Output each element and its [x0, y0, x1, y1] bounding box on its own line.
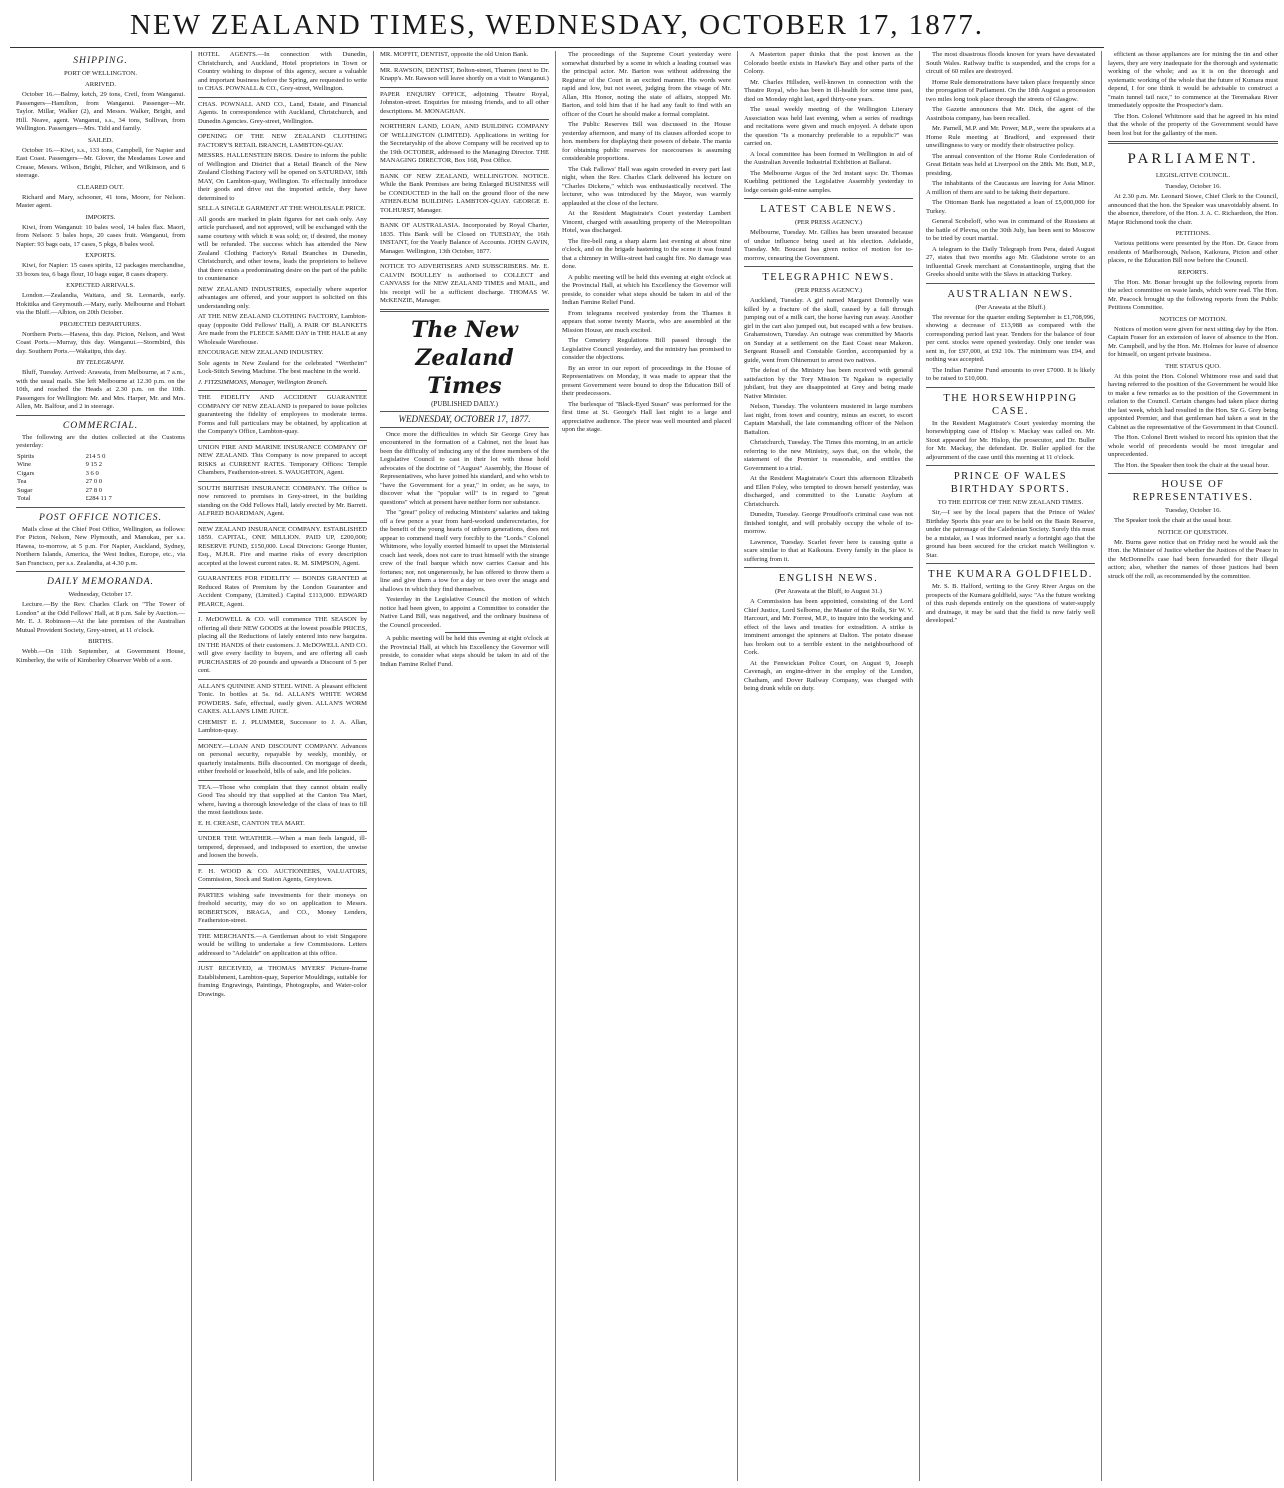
news-paragraph: Nelson, Tuesday. The volunteers mustered in large numbers last night, from town and country, minus an escort, to escort Captain Marshall, the late commanding officer of the Nelson Battalion. [744, 403, 913, 436]
news-paragraph: A public meeting will be held this evening at eight o'clock at the Provincial Hall, at which his Excellency the Governor will preside, to consider what steps should be taken in aid of the Indian Famine Relief Fund. [562, 273, 731, 306]
news-paragraph: A Masterton paper thinks that the post known as the Colorado beetle exists in Hawke's Bay and other parts of the Colony. [744, 51, 913, 75]
divider [926, 387, 1095, 388]
telegraphic-text: Auckland, Tuesday. A girl named Margaret Donnelly was killed by a fracture of the skull, caused by a fall through jumping out of a milk cart, the horse having run away. Another girl in the cart also jumped out, but escaped with a few bruises. Grahamstown, Tuesday. An outrage was committed by Maoris on Sunday at a settlement on the East Coast near Makeon. Sergeant Russell and Constable Gordon, accompanied by a guide, went from Ohinemuri to arrest two natives. [744, 297, 913, 364]
imports-text: Kiwi, from Wanganui: 10 bales wool, 14 bales flax. Maori, from Nelson: 5 bales hops, 20 cases fruit. Wanganui, from Napier: 93 bags oats, 17 cases, 5 pkgs, 8 bales wool. [16, 223, 185, 248]
divider [16, 571, 185, 572]
sailed-text: October 16.—Kiwi, s.s., 133 tons, Campbell, for Napier and East Coast. Passengers—Mr. Glover, the Mesdames Lowe and Crease, Messrs. Wilson, Bright, Pilcher, and Wilkinson, and 6 steerage. [16, 146, 185, 179]
table-row [16, 478, 185, 487]
advertisement: CHAS. POWNALL AND CO., Land, Estate, and Financial Agents. In correspondence with Auckland, Christchurch, and Dunedin Agencies. Grey-street, Wellington. [198, 100, 367, 125]
nameplate-subtitle: (PUBLISHED DAILY.) [431, 399, 498, 408]
kumara-text: Mr. S. B. Halford, writing to the Grey River Argus on the prospects of the Kumara goldfield, says: "As the future working of this rush depends entirely on the questions of water-supply and drainage, it may be said that the field is now fairly well developed." [926, 583, 1095, 624]
news-paragraph: Christchurch, Tuesday. The Times this morning, in an article referring to the new Ministry, says that, on the whole, the statement of the Premier is reasonable, and entitles the Government to a trial. [744, 439, 913, 472]
reports-heading: REPORTS. [1177, 268, 1209, 276]
advertisement: CHEMIST E. J. PLUMMER, Successor to J. A. Allan, Lambton-quay. [198, 718, 367, 734]
duty-item: Wine [17, 461, 32, 468]
news-paragraph: The Gazette announces that Mr. Dick, the agent of the Assiniboia company, has been recalled. [926, 106, 1095, 122]
divider [198, 481, 367, 482]
editorial-dateline: WEDNESDAY, OCTOBER 17, 1877. [398, 414, 531, 424]
divider [198, 961, 367, 962]
parliament-heading: PARLIAMENT. [1127, 151, 1259, 167]
advertisement: SOUTH BRITISH INSURANCE COMPANY. The Office is now removed to premises in Grey-street, in the building standing on the Odd Fellows Hall, lately erected by Mr. Barrett. ALFRED BOARDMAN, Agent. [198, 484, 367, 517]
arrived-heading: ARRIVED. [85, 81, 116, 88]
duty-item: Total [17, 495, 31, 502]
duty-amount: 27 0 0 [85, 478, 103, 485]
news-paragraph: The Melbourne Argus of the 3rd instant says: Dr. Thomas Kuehling petitioned the Legislative Assembly yesterday to lodge certain gold-mine samples. [744, 169, 913, 194]
advertisement: JUST RECEIVED, at THOMAS MYERS' Picture-frame Establishment, Lambton-quay, Superior Mouldings, suitable for framing Engravings, Paintings, Photographs, and Water-color Drawings. [198, 965, 367, 998]
advertisement: AT THE NEW ZEALAND CLOTHING FACTORY, Lambton-quay (opposite Odd Fellows' Hall), A PAIR OF BLANKETS Are made from the FLEECE SAME DAY in THE HALE at any Wholesale Warehouse. [198, 313, 367, 346]
divider [380, 411, 549, 412]
house-of-representatives-heading: HOUSE OF REPRESENTATIVES. [1132, 479, 1254, 503]
column-6 [920, 51, 1102, 1481]
news-paragraph: Mr. Parnell, M.P. and Mr. Power, M.P., were the speakers at a Home Rule meeting at Bradford, and expressed their unwillingness to vary or modify their obstructive policy. [926, 125, 1095, 149]
advertisement: NEW ZEALAND INDUSTRIES, especially where superior advantages are offered, and your support is solicited on this understanding only. [198, 285, 367, 310]
column-1 [10, 51, 192, 1481]
divider [380, 87, 549, 88]
duties-table [16, 453, 185, 504]
news-paragraph: At the Fenwickian Police Court, on August 9, Joseph Cavenagh, an engine-driver in the employ of the London, Chatham, and Dover Railway Company, was charged with being drunk while on duty. [744, 659, 913, 692]
legislative-council-text: At 2.30 p.m. Mr. Leonard Stowe, Chief Clerk to the Council, announced that the hon. the Speaker was unavoidably absent. In the absence, therefore, of the Hon. J. A. C. Richardson, the Hon. Major Richmond took the chair. [1108, 193, 1278, 226]
exports-heading: EXPORTS. [85, 252, 116, 259]
commercial-text: The following are the duties collected at the Customs yesterday: [16, 433, 185, 449]
advertisement: MR. RAWSON, DENTIST, Bolton-street, Thames (next to Dr. Knapp's. Mr. Rawson will leave shortly on a visit to Wanganui.) [380, 66, 549, 82]
advertisement: BANK OF NEW ZEALAND, WELLINGTON. NOTICE. While the Bank Premises are being Enlarged BUSINESS will be CONDUCTED in the hall on the ground floor of the new ATHENÆUM BUILDING LAMBTON-QUAY. GEORGE E. TOLHURST, Manager. [380, 172, 549, 214]
news-paragraph: At the Resident Magistrate's Court this afternoon Elizabeth and Ellen Foley, who tempted to drown herself yesterday, was discharged, and committed to the Lunatic Asylum at Christchurch. [744, 475, 913, 508]
advertisement: Sole agents in New Zealand for the celebrated "Wertheim" Lock-Stitch Sewing Machine. The best machine in the world. [198, 359, 367, 375]
duty-item: Tea [17, 478, 27, 485]
notices-heading: NOTICES OF MOTION. [1159, 315, 1227, 323]
advertisement: PAPER ENQUIRY OFFICE, adjoining Theatre Royal, Johnston-street. Enquiries for missing friends, and to all other descriptions. M. MONAGHAN. [380, 90, 549, 115]
latest-cable-heading: LATEST CABLE NEWS. [760, 204, 897, 215]
duty-amount: £284 11 7 [85, 495, 112, 502]
sailed-heading: SAILED. [87, 136, 114, 144]
news-paragraph: The Hon. the Speaker then took the chair at the usual hour. [1114, 461, 1270, 469]
table-row [16, 453, 185, 462]
births-text: Webb.—On 11th September, at Government House, Kimberley, the wife of Kimberley Observer Webb of a son. [16, 648, 185, 664]
divider [744, 567, 913, 568]
news-paragraph: Mr. Charles Hillsden, well-known in connection with the Theatre Royal, who has been in ill-health for some time past, died on Monday night last, aged thirty-one years. [744, 78, 913, 103]
advertisement: PARTIES wishing safe investments for their moneys on freehold security, may do so on application to Messrs. ROBERTSON, BRAGA, and CO., Money Lenders, Featherston-street. [198, 891, 367, 924]
memoranda-date: Wednesday, October 17. [68, 591, 133, 598]
advertisement: MESSRS. HALLENSTEIN BROS. Desire to inform the public of Wellington and District that a Retail Branch of the New Zealand Clothing Factory will be opened on SATURDAY, 18th MAY, On Lambton-quay, Wellington. To effectually introduce their goods and drive out the imported article, they have determined to [198, 152, 367, 202]
divider [1108, 473, 1278, 474]
news-paragraph: The usual weekly meeting of the Wellington Literary Association was held last evening, when a series of readings and recitations were given and much enjoyed. A debate upon the question "Is a monarchy preferable to a republic?" was carried on. [744, 106, 913, 147]
shipping-heading: SHIPPING. [73, 55, 128, 66]
divider [380, 218, 549, 219]
news-paragraph: A local committee has been formed in Wellington in aid of the Australian Juvenile Industrial Exhibition at Ballarat. [744, 150, 913, 166]
latest-cable-sub: (PER PRESS AGENCY.) [794, 219, 863, 226]
divider [16, 507, 185, 508]
news-paragraph: By an error in our report of proceedings in the House of Representatives on Monday, it was made to appear that the present Government were bound to drop the Education Bill of their predecessors. [562, 364, 731, 397]
horsewhipping-heading: THE HORSEWHIPPING CASE. [943, 392, 1078, 417]
masthead [0, 0, 1114, 50]
advertisement: GUARANTEES FOR FIDELITY — BONDS GRANTED at Reduced Rates of Premium by the London Guarantee and Accident Company, (Limited.) Capital £113,000. EDWARD PEARCE, Agent. [198, 575, 367, 608]
advertisement: HOTEL AGENTS.—In connection with Dunedin, Christchurch, and Auckland, Hotel proprietors in Town or Country wishing to dispose of this agency, secure a valuable and important business before the Spring, are requested to write to CHAS. POWNALL & CO., Grey-street, Wellington. [198, 51, 367, 92]
projected-text: Northern Ports.—Hawea, this day. Picton, Nelson, and West Coast Ports.—Murray, this day. Wanganui.—Stormbird, this day. Southern Ports.—Wakatipu, this day. [16, 330, 185, 355]
divider [380, 259, 549, 260]
advertisement: UNION FIRE AND MARINE INSURANCE COMPANY OF NEW ZEALAND. This Company is now prepared to accept RISKS at CURRENT RATES. Temporary Offices: Temple Chambers, Featherston-street. S. WAUGHTON, Agent. [198, 443, 367, 476]
news-paragraph: The Public Reserves Bill was discussed in the House yesterday afternoon, and many of its clauses afforded scope to hon. members for displaying their powers of debate. The mania for obtaining public reserves for racecourses is assuming considerable proportions. [562, 121, 731, 162]
newspaper-nameplate: The New Zealand Times [410, 316, 519, 399]
memoranda-text: Lecture.—By the Rev. Charles Clark on "The Tower of London" at the Odd Fellows' Hall, at 8 p.m. Sale by Auction.—Mr. E. J. Robinson—At the late premises of the Australian Mutual Provident Society, Grey-street, at 11 o'clock. [16, 601, 185, 634]
advertisement: BANK OF AUSTRALASIA. Incorporated by Royal Charter, 1835. This Bank will be Closed on TUESDAY, the 16th INSTANT, for the Yearly Balance of Accounts. JOHN GAVIN, Manager. Wellington, 13th October, 1877. [380, 222, 549, 255]
news-paragraph: Dunedin, Tuesday. George Proudfoot's criminal case was not finished tonight, and will probably occupy the whole of to-morrow. [744, 511, 913, 535]
divider [198, 929, 367, 930]
duty-item: Cigars [17, 469, 35, 477]
news-paragraph: The Oak Fallows' Hall was again crowded in every part last night, when the Rev. Charles Clark delivered his lecture on "Charles Dickens," which was enthusiastically received. The lecturer, who was introduced by the Mayor, was warmly applauded at the close of the lecture. [562, 165, 731, 207]
news-paragraph: The inhabitants of the Caucasus are leaving for Asia Minor. A million of them are said to be taking their departure. [926, 180, 1095, 196]
horsewhipping-text: In the Resident Magistrate's Court yesterday morning the horsewhipping case of Hislop v. Mackay was called on. Mr. Stout appeared for Mr. Hislop, the prosecutor, and Dr. Buller for Mr. Mackay, the defendant. Dr. Buller applied for the adjournment of the case until this morning at 11 o'clock. [926, 419, 1095, 461]
divider [445, 632, 485, 633]
projected-heading: PROJECTED DEPARTURES. [59, 320, 142, 328]
advertisement: NORTHERN LAND, LOAN, AND BUILDING COMPANY OF WELLINGTON (LIMITED). Applications in writing for the Secretaryship of the above Company will be received up to the 19th OCTOBER, addressed to the Managing Director. THE MANAGING DIRECTOR, Box 168, Post Office. [380, 123, 549, 164]
divider [198, 864, 367, 865]
telegraph-heading: BY TELEGRAPH. [76, 359, 125, 366]
telegraph-text: Bluff, Tuesday. Arrived: Arawata, from Melbourne, at 7 a.m., with the usual mails. She left Melbourne at 12.30 p.m. on the 10th, and reached the Heads at 2.30 p.m. on the 10th. Passengers for Wellington: Mr. and Mrs. Harper, Mr. and Mrs. Allen, Mr. Balfour, and 2 in steerage. [16, 369, 185, 410]
editorial-paragraph: Yesterday in the Legislative Council the motion of which notice had been given, to appoint a Committee to consider the Native Land Bill, was negatived, and the ordinary business of the Council proceeded. [380, 596, 549, 629]
commercial-heading: COMMERCIAL. [62, 419, 139, 431]
news-paragraph: efficient as those appliances are for mining the tin and other layers, they are very inadequate for the thorough and systematic working of the whole; and as it is on the thorough and systematic working of the whole that the future of Kumara must depend, I for one think it would be advisable to construct a "main tunnel tail race," to commence at the Teremakau River immediately opposite the Prospector's dam. [1108, 51, 1278, 109]
advertisement-heading: ENCOURAGE NEW ZEALAND INDUSTRY. [198, 349, 324, 356]
advertisement: MONEY.—LOAN AND DISCOUNT COMPANY. Advances on personal security, repayable by weekly, monthly, or quarterly instalments. Bills discounted. On mortgage of deeds, either freehold or leasehold, bills of sale, and life policies. [198, 742, 367, 775]
house-date: Tuesday, October 16. [1164, 507, 1222, 514]
advertisement-signature: J. FITZSIMMONS, Manager, Wellington Branch. [198, 378, 328, 386]
news-paragraph: The Hon. Colonel Brett wished to record his opinion that the whole world of precedents would be most irregular and unprecedented. [1108, 434, 1278, 458]
letter-to-editor-sub: TO THE EDITOR OF THE NEW ZEALAND TIMES. [937, 499, 1084, 506]
advertisement: UNDER THE WEATHER.—When a man feels languid, ill-tempered, depressed, and indisposed to exertion, the unwise and loosen the bowels. [198, 835, 367, 859]
advertisement: THE FIDELITY AND ACCIDENT GUARANTEE COMPANY OF NEW ZEALAND is prepared to issue policies guaranteeing the fidelity of employees to moderate terms. Forms and full particulars may be obtained, by application at the Company's Office, Lambton-quay. [198, 394, 367, 435]
arrived-text: October 16.—Balmy, ketch, 29 tons, Creil, from Wanganui. Passengers—Hamilton, from Wanganui. Passenger—Mr. Taylor. Millar, Walker (2), and Messrs. Walker, Bright, and Hill. Neave, agent. Wanganui, s.s., 34 tons, Sullivan, from Wellington. Passengers—Mrs. Tidd and family. [16, 91, 185, 132]
advertisement: TEA.—Those who complain that they cannot obtain really Good Tea should try that supplied at the Canton Tea Mart, where, having a thorough knowledge of the class of teas to fill the most fastidious taste. [198, 783, 367, 816]
legislative-council-heading: LEGISLATIVE COUNCIL. [1155, 172, 1231, 179]
divider [380, 309, 549, 312]
divider [1108, 141, 1278, 144]
masthead-rule [10, 47, 1104, 48]
duty-amount: 3 6 0 [85, 469, 99, 477]
divider [198, 390, 367, 391]
legislative-council-date: Tuesday, October 16. [1164, 183, 1222, 190]
table-row [16, 495, 185, 504]
english-news-heading: ENGLISH NEWS. [778, 573, 879, 584]
page-columns [10, 51, 1278, 1481]
expected-text: London.—Zealandia, Waitara, and St. Leonards, early. Hokitika and Greymouth.—Mary, early. Melbourne and Hobart via the Bluff.—Albion, on 20th October. [16, 292, 185, 316]
news-paragraph: The Ottoman Bank has negotiated a loan of £5,000,000 for Turkey. [926, 199, 1095, 215]
divider [744, 266, 913, 267]
advertisement: NEW ZEALAND INSURANCE COMPANY. ESTABLISHED 1859. CAPITAL, ONE MILLION. PAID UP, £200,000; RESERVE FUND, £150,000. Local Directors: George Hunter, Esq., M.H.R. Fire and marine risks of every description accepted at the lowest current rates. R. M. SIMPSON, Agent. [198, 525, 367, 567]
port-heading: PORT OF WELLINGTON. [63, 70, 138, 77]
news-paragraph: The fire-bell rang a sharp alarm last evening at about nine o'clock, and on the brigade hastening to the scene it was found that a chimney in Willis-street had caught fire. No damage was done. [562, 237, 731, 270]
column-7 [1102, 51, 1284, 1481]
house-text: The Speaker took the chair at the usual hour. [1114, 517, 1232, 524]
duty-amount: 214 5 0 [85, 452, 106, 460]
divider [926, 283, 1095, 284]
news-paragraph: At the Resident Magistrate's Court yesterday Lambert Vincent, charged with assaulting property of the Metropolitan Hotel, was discharged. [562, 210, 731, 234]
news-paragraph: The defeat of the Ministry has been received with general satisfaction by the Tory Mission Te Ngakau is especially jubilant, but they are disappointed at Grey and being made Native Minister. [744, 367, 913, 400]
news-paragraph: The annual convention of the Home Rule Confederation of Great Britain was held at Liverpool on the 28th. Mr. Butt, M.P., presiding. [926, 152, 1095, 177]
divider [198, 97, 367, 98]
petitions-text: Various petitions were presented by the Hon. Dr. Grace from residents of Marlborough, Nelson, Kaikoura, Picton and other places, re the Education Bill now before the Council. [1108, 240, 1278, 264]
advertisement: All goods are marked in plain figures for net cash only. Any article purchased, and not approved, will be exchanged with the same courtesy with which it was sold; or, if desired, the money will be refunded. The success which has attended the New Zealand Clothing Factory's Retail Branches in Dunedin, Christchurch, and other towns, leads the proprietors to believe that there exists a predominating desire on the part of the public to countenance [198, 215, 367, 282]
advertisement-heading: OPENING OF THE NEW ZEALAND CLOTHING FACTORY'S RETAIL BRANCH, LAMBTON-QUAY. [198, 133, 367, 149]
question-heading: NOTICE OF QUESTION. [1157, 528, 1229, 536]
latest-cable-text: Melbourne, Tuesday. Mr. Gillies has been unseated because of undue influence being used at his election. Adelaide, Tuesday. Mr. Boucaut has given notice of motion for to-morrow, censuring the Government. [744, 229, 913, 262]
news-paragraph: Home Rule demonstrations have taken place frequently since the prorogation of Parliament. On the 18th August a procession two miles long took place through the streets of Glasgow. [926, 78, 1095, 103]
divider [198, 571, 367, 572]
advertisement: THE MERCHANTS.—A Gentleman about to visit Singapore would be willing to undertake a few Commissions. Letters addressed to "Adelaide" on application at this office. [198, 932, 367, 957]
news-paragraph: Lawrence, Tuesday. Scarlet fever here is causing quite a scare similar to that at Kaikoura. Every family in the place is suffering from it. [744, 538, 913, 563]
divider [926, 563, 1095, 564]
divider [198, 831, 367, 832]
divider [926, 465, 1095, 466]
notices-text: Notices of motion were given for next sitting day by the Hon. Captain Fraser for an extension of leave of absence to the Hon. Mr. Campbell, and by the Hon. Mr. Holmes for leave of absence for himself, on urgent private business. [1108, 325, 1278, 358]
divider [198, 780, 367, 781]
divider [198, 612, 367, 613]
duty-item: Spirits [17, 452, 35, 460]
table-row [16, 461, 185, 470]
australian-news-sub: (Per Arawata at the Bluff.) [975, 303, 1046, 311]
news-paragraph: General Scobeloff, who was in command of the Russians at the battle of Plevna, on the 30th July, has been sent to Moscow to be tried by court martial. [926, 218, 1095, 242]
telegraphic-heading: TELEGRAPHIC NEWS. [762, 272, 895, 283]
divider [198, 440, 367, 441]
news-paragraph: The most disastrous floods known for years have devastated South Wales. Railway traffic is suspended, and the crops for a circuit of 60 miles are destroyed. [926, 51, 1095, 75]
divider [380, 169, 549, 170]
advertisement-signature: E. H. CREASE, CANTON TEA MART. [198, 819, 305, 827]
petitions-heading: PETITIONS. [1175, 230, 1211, 237]
cleared-heading: CLEARED OUT. [77, 183, 124, 191]
advertisement: ALLAN'S QUININE AND STEEL WINE. A pleasant efficient Tonic. In bottles at 5s. 6d. ALLAN'S WHITE WORM POWDERS. Safe, effectual, easily given. ALLAN'S WORM CAKES. ALLAN'S LIME JUICE. [198, 682, 367, 715]
news-paragraph: The Cemetery Regulations Bill passed through the Legislative Council yesterday, and the ministry has promised to consider the objections. [562, 337, 731, 361]
births-heading: BIRTHS. [88, 638, 113, 645]
divider [380, 427, 549, 428]
status-quo-text: At this point the Hon. Colonel Whitmore rose and said that having referred to the position of the Government he would like to make a few remarks as to the position of the Government in relation to the Council. Certain changes had taken place during the last week, which had resulted in the Hon. Sir G. Grey being appointed Premier, and that gentleman had taken a seat in the Cabinet as the representative of the Government in that Council. [1108, 372, 1278, 431]
question-text: Mr. Burns gave notice that on Friday next he would ask the Hon. the Minister of Justice whether the Justices of the Peace in the McDonnell's case had been forwarded for their illegal action; also, whether the names of those justices had been struck off the roll, as recommended by the committee. [1108, 538, 1278, 580]
advertisement: J. McDOWELL & CO. will commence THE SEASON by offering all their NEW GOODS at the lowest possible PRICES, placing all the Reductions of lately entered into new bargains. IN THE HANDS of their customers. J. McDOWELL AND CO. will give every facility to buyers, and are offering all cash PURCHASERS of 20 pounds and upwards a Discount of 5 per cent. [198, 616, 367, 674]
column-5 [738, 51, 920, 1481]
duty-amount: 9 15 2 [85, 461, 103, 468]
prince-of-wales-heading: PRINCE OF WALES BIRTHDAY SPORTS. [950, 471, 1071, 495]
divider [198, 739, 367, 740]
editorial-paragraph: The "great" policy of reducing Ministers' salaries and taking off a few pence a year from hard-worked underecretaries, for the benefit of the young hearts of unborn generations, does not appear to commend itself very forcibly to the "Lords." Colonel Whitmore, who loyally exerted himself to upset the Ministerial coach last week, does not care to trust himself with the strange crew of the frail barque which now carries Caesar and his fortunes; nor, not ungenerously, he has offered to throw them a line and give them a tow for a day or two over the snags and shallows in which they find themselves. [380, 509, 549, 593]
news-paragraph: From telegrams received yesterday from the Thames it appears that some twenty Maoris, who are assembled at the Mission House, are much excited. [562, 309, 731, 334]
memoranda-heading: DAILY MEMORANDA. [47, 576, 154, 587]
divider [198, 888, 367, 889]
column-2 [192, 51, 374, 1481]
news-paragraph: A telegram to the Daily Telegraph from Pera, dated August 27, states that two months ago Mr. Gladstone wrote to an influential Greek merchant at Constantinople, urging that the Greeks should unite with the Slavs in attacking Turkey. [926, 245, 1095, 278]
divider [16, 415, 185, 416]
advertisement-heading: SELL A SINGLE GARMENT AT THE WHOLESALE PRICE. [198, 205, 366, 212]
newspaper-title: NEW ZEALAND TIMES, WEDNESDAY, OCTOBER 17, 1877. [130, 9, 984, 41]
table-row [16, 487, 185, 496]
editorial-paragraph: A public meeting will be held this evening at eight o'clock at the Provincial Hall, at which his Excellency the Governor will preside, to consider what steps should be taken in aid of the Indian Famine Relief Fund. [380, 635, 549, 668]
advertisement: MR. MOFFIT, DENTIST, opposite the old Union Bank. [380, 51, 529, 58]
table-row [16, 470, 185, 479]
expected-heading: EXPECTED ARRIVALS. [66, 282, 135, 289]
column-4 [556, 51, 738, 1481]
advertisement: NOTICE TO ADVERTISERS AND SUBSCRIBERS. Mr. E. CALVIN BOULLEY is authorised to COLLECT and CANVASS for the NEW ZEALAND TIMES and MAIL, and his receipt will be a sufficient discharge. THOMAS W. McKENZIE, Manager. [380, 263, 549, 304]
divider [198, 679, 367, 680]
english-news-sub: (Per Arawata at the Bluff, to August 31.) [774, 588, 882, 595]
news-paragraph: The burlesque of "Black-Eyed Susan" was performed for the first time at St. George's Hall last night to a large and appreciative audience. The piece was well mounted and placed upon the stage. [562, 400, 731, 433]
prince-of-wales-text: Sir,—I see by the local papers that the Prince of Wales' Birthday Sports this year are to be held on the Basin Reserve, under the patronage of the Caledonian Society. Surely this must be a mistake, as I was informed nearly a fortnight ago that the ground has been secured for the cricket match Wellington v. Star. [926, 509, 1095, 559]
duty-item: Sugar [17, 486, 33, 494]
telegraphic-sub: (PER PRESS AGENCY.) [794, 287, 863, 294]
reports-text: The Hon. Mr. Bonar brought up the following reports from the select committee on waste lands, which were read. The Hon. Mr. Peacock brought up the following reports from the Public Petitions Committee. [1108, 278, 1278, 311]
duty-amount: 27 8 0 [85, 486, 103, 494]
divider [380, 119, 549, 120]
editorial-paragraph: Once more the difficulties in which Sir George Grey has encountered in the formation of a Cabinet, not the least has been the difficulty of inducing any of the three members of the Legislative Council to cast in their lot with those hold advocates of the doctrine of "August" Assembly, the House of Representatives, who have joined his standard, and who wish to "have the Government for a year," in order, as he says, to discover what the "popular will" is in regard to "great questions" which at present have neither form nor substance. [380, 430, 549, 506]
exports-text: Kiwi, for Napier: 15 cases spirits, 12 packages merchandise, 33 boxes tea, 6 bags flour, 10 bags sugar, 8 cases drapery. [16, 262, 185, 278]
australian-news-text: The revenue for the quarter ending September is £1,708,996, showing a decrease of £13,988 as compared with the corresponding period last year. Tenders for the balance of four per cent. stocks were opened yesterday. Only one tender was sent in, for £97,000, at £92 10s. The minimum was £94, and nothing was accepted. [926, 313, 1095, 363]
english-news-text: A Commission has been appointed, consisting of the Lord Chief Justice, Lord Selborne, the Master of the Rolls, Sir W. V. Harcourt, and Mr. Forrest, M.P., to inquire into the working and effect of the laws and treaties for extradition. A strike is imminent amongst the spinners at Dalton. The potato disease has broken out to a terrible extent in the neighbourhood of Cork. [744, 598, 913, 656]
news-paragraph: The Indian Famine Fund amounts to over £7000. It is likely to be raised to £10,000. [926, 366, 1095, 382]
divider [744, 198, 913, 199]
divider [198, 129, 367, 130]
status-quo-heading: THE STATUS QUO. [1165, 362, 1221, 370]
news-paragraph: The proceedings of the Supreme Court yesterday were somewhat disturbed by a scene in which a leading counsel was the principal actor. Mr. Barton was without addressing the Registrar of the Court in an excited manner. His words were rapid and low, but not sweet, judging from the visage of Mr. Allan, His Honor, noting the state of affairs, stopped Mr. Barton, and told him that if he had any fault to find with an officer of the Court he should make a formal complaint. [562, 51, 731, 118]
news-paragraph: The Hon. Colonel Whitmore said that he agreed in his mind that the whole of the property of the Government would have been lost but for the gallantry of the men. [1108, 112, 1278, 137]
advertisement: F. H. WOOD & CO. AUCTIONEERS, VALUATORS, Commission, Stock and Station Agents, Greytown. [198, 867, 367, 883]
divider [380, 63, 549, 64]
post-office-heading: POST OFFICE NOTICES. [39, 511, 162, 523]
imports-heading: IMPORTS. [85, 213, 116, 221]
australian-news-heading: AUSTRALIAN NEWS. [947, 288, 1074, 300]
divider [198, 522, 367, 523]
column-3 [374, 51, 556, 1481]
post-office-text: Mails close at the Chief Post Office, Wellington, as follows: For Picton, Nelson, New Plymouth, and Manukau, per s.s. Hawea, to-morrow, at 5 p.m. For Napier, Auckland, Sydney, Northern Islands, America, the West Indies, Europe, etc., via San Francisco, per s.s. Zealandia, at 4.30 p.m. [16, 525, 185, 567]
cleared-text: Richard and Mary, schooner, 41 tons, Moore, for Nelson. Master agent. [16, 193, 185, 209]
kumara-heading: THE KUMARA GOLDFIELD. [928, 569, 1093, 580]
